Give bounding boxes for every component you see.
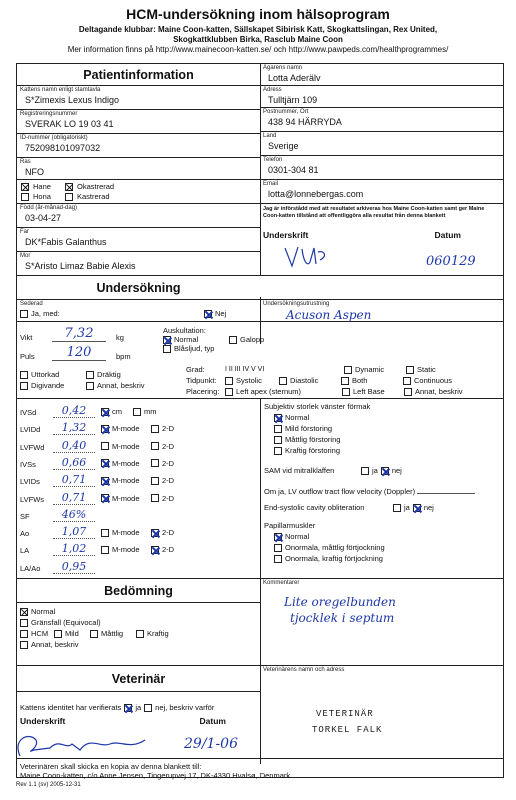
meas-value[interactable]: 0,71 [53, 473, 95, 487]
id-verified-no-label: nej, beskriv varför [155, 703, 215, 712]
owner-phone-field[interactable] [260, 156, 504, 180]
measurements-table [17, 400, 260, 578]
exam-section-header [17, 276, 504, 300]
twod-label: 2-D [162, 528, 175, 538]
sedated-no-checkbox[interactable] [204, 310, 212, 318]
twod-label: 2-D [162, 493, 175, 503]
vet-signature-label: Underskrift [20, 716, 66, 726]
unneutered-label: Okastrerad [77, 182, 115, 191]
pap-normal-label: Normal [285, 532, 310, 541]
sedated-no-label: Nej [215, 309, 227, 318]
esco-row [264, 503, 434, 512]
assess-normal-checkbox[interactable] [20, 608, 28, 616]
meas-mode-options [101, 442, 174, 451]
sedated-label: Sederad [20, 301, 43, 307]
meas-value[interactable]: 1,02 [53, 542, 95, 556]
twod-label: 2-D [162, 441, 175, 451]
twod-checkbox[interactable] [151, 442, 159, 450]
sedated-yes-checkbox[interactable] [20, 310, 28, 318]
owner-country-value: Sverige [268, 141, 299, 151]
clubs-line-2: Skogkattklubben Birka, Rasclub Maine Coon [173, 35, 343, 44]
hcm-checkbox[interactable] [20, 630, 28, 638]
mmode-label: M-mode [112, 493, 140, 503]
vet-stamp-line-1: VETERINÄR [316, 709, 374, 719]
cat-name-field[interactable] [17, 86, 260, 110]
owner-postal-value: 438 94 HÄRRYDA [268, 117, 342, 127]
clubs-line-1: Deltagande klubbar: Maine Coon-katten, Sällskapet Sibirisk Katt, Skogkattslingan, Rex United, [78, 25, 438, 34]
meas-label: Ao [20, 529, 30, 539]
placement-other-label: Annat, beskriv [415, 387, 463, 396]
patient-section-header [17, 64, 260, 86]
sam-no-checkbox[interactable] [381, 467, 389, 475]
vet-name-field [260, 666, 504, 758]
nursing-checkbox[interactable] [20, 382, 28, 390]
sam-row [264, 466, 402, 475]
assess-normal-label: Normal [31, 607, 56, 616]
ausc-normal-label: Normal [174, 335, 199, 344]
left-apex-checkbox[interactable] [225, 388, 233, 396]
continuous-checkbox[interactable] [403, 377, 411, 385]
info-links: Mer information finns på http://www.mainecoon-katten.se/ och http://www.pawpeds.com/healthprogrammes/ [67, 45, 449, 54]
vet-date-value: 29/1-06 [184, 736, 238, 752]
nursing-label: Digivande [31, 381, 65, 390]
id-verified-label: Kattens identitet har verifierats [20, 703, 122, 712]
comment-line-2: tjocklek i septum [290, 611, 395, 625]
assessment-section-header [17, 579, 260, 603]
borderline-checkbox[interactable] [20, 619, 28, 627]
grade-scale: I II III IV V VI [225, 366, 265, 373]
assessment-options [20, 607, 169, 649]
lvot-label: Om ja, LV outflow tract flow velocity (Doppler) [264, 487, 416, 496]
father-value: DK*Fabis Galanthus [25, 237, 107, 247]
meas-value[interactable]: 0,66 [53, 456, 95, 470]
left-base-label: Left Base [353, 387, 385, 396]
breed-field[interactable] [17, 158, 260, 180]
mmode-checkbox[interactable] [101, 494, 109, 502]
footer-line-1: Veterinären skall skicka en kopia av denna blankett till: [20, 762, 202, 771]
mmode-label: M-mode [112, 458, 140, 468]
breed-label: Ras [20, 159, 31, 165]
weight-label: Vikt [20, 333, 33, 342]
id-number-field[interactable] [17, 134, 260, 158]
unneutered-checkbox[interactable] [65, 183, 73, 191]
twod-checkbox[interactable] [151, 459, 159, 467]
hcm-severe-label: Kraftig [147, 629, 169, 638]
pulse-unit: bpm [116, 352, 131, 361]
meas-mode-options [101, 494, 174, 503]
pregnant-label: Dräktig [97, 370, 121, 379]
father-field[interactable] [17, 228, 260, 252]
meas-label: LVIDs [20, 477, 40, 487]
id-verified-yes-checkbox[interactable] [124, 704, 132, 712]
equipment-label: Undersökningsutrustning [263, 301, 330, 307]
comments-field[interactable] [260, 579, 504, 665]
la-moderate-checkbox[interactable] [274, 436, 282, 444]
id-verified-yes-label: ja [135, 703, 142, 712]
owner-address-field[interactable] [260, 86, 504, 108]
meas-label: LA [20, 546, 30, 556]
sedation-field [17, 300, 260, 322]
both-checkbox[interactable] [341, 377, 349, 385]
hcm-moderate-checkbox[interactable] [90, 630, 98, 638]
pregnant-checkbox[interactable] [86, 371, 94, 379]
lvot-input[interactable] [417, 486, 475, 494]
la-severe-checkbox[interactable] [274, 447, 282, 455]
vet-signature[interactable] [10, 728, 160, 762]
hcm-label: HCM [31, 629, 49, 638]
owner-country-field[interactable] [260, 132, 504, 156]
la-severe-label: Kraftig förstoring [285, 446, 341, 455]
murmur-label: Blåsljud, typ [174, 344, 215, 353]
owner-consent-box [260, 204, 504, 276]
pap-severe-checkbox[interactable] [274, 555, 282, 563]
owner-name-label: Ägarens namn [263, 65, 303, 71]
meas-mode-options [101, 528, 174, 537]
owner-signature-label: Underskrift [263, 230, 309, 240]
breed-value: NFO [25, 167, 44, 177]
owner-date-value: 060129 [426, 254, 476, 269]
mmode-label: M-mode [112, 528, 140, 538]
owner-country-label: Land [263, 133, 277, 139]
dynamic-checkbox[interactable] [344, 366, 352, 374]
pap-normal-checkbox[interactable] [274, 533, 282, 541]
equipment-value: Acuson Aspen [286, 308, 372, 322]
continuous-label: Continuous [414, 376, 452, 385]
male-checkbox[interactable] [21, 183, 29, 191]
systolic-checkbox[interactable] [225, 377, 233, 385]
weight-value[interactable]: 7,32 [52, 326, 106, 342]
mmode-checkbox[interactable] [101, 546, 109, 554]
mother-value: S*Aristo Limaz Babie Alexis [25, 261, 136, 271]
assess-other-label: Annat, beskriv [31, 640, 79, 649]
female-label: Hona [33, 192, 51, 201]
vet-stamp-line-2: TORKEL FALK [312, 725, 383, 735]
murmur-details [186, 364, 463, 397]
mother-field[interactable] [17, 252, 260, 276]
pulse-label: Puls [20, 352, 35, 361]
la-size-block [264, 402, 370, 455]
left-apex-label: Left apex (sternum) [236, 387, 302, 396]
meas-mode-options [101, 424, 174, 433]
mmode-label: M-mode [112, 424, 140, 434]
timing-label: Tidpunkt: [186, 376, 217, 385]
condition-other-checkbox[interactable] [86, 382, 94, 390]
owner-name-value: Lotta Aderälv [268, 73, 321, 83]
owner-email-value: lotta@lonnebergas.com [268, 189, 364, 199]
twod-label: 2-D [162, 545, 175, 555]
sam-yes-label: ja [372, 466, 378, 475]
comments-label: Kommentarer [263, 580, 300, 586]
hcm-moderate-label: Måttlig [101, 629, 124, 638]
twod-checkbox[interactable] [151, 477, 159, 485]
meas-label: IVSs [20, 459, 36, 469]
owner-postal-field[interactable] [260, 108, 504, 132]
twod-checkbox[interactable] [151, 546, 159, 554]
vet-section-header [17, 666, 260, 692]
mmode-label: M-mode [112, 476, 140, 486]
esco-no-label: nej [423, 503, 434, 512]
meas-mode-options [101, 545, 174, 554]
female-checkbox[interactable] [21, 193, 29, 201]
meas-value[interactable]: 0,40 [53, 439, 95, 453]
mmode-checkbox[interactable] [101, 529, 109, 537]
vet-name-label: Veterinärens namn och adress [263, 667, 345, 673]
diastolic-label: Diastolic [290, 376, 319, 385]
cat-name-value: S*Zimexis Lexus Indigo [25, 95, 120, 105]
meas-value[interactable]: 0,71 [53, 491, 95, 505]
owner-date-label: Datum [434, 230, 461, 240]
mm-checkbox[interactable] [133, 408, 141, 416]
id-verified-row [20, 703, 214, 712]
pulse-value[interactable]: 120 [52, 345, 106, 361]
mmode-checkbox[interactable] [101, 442, 109, 450]
reg-number-field[interactable] [17, 110, 260, 134]
reg-number-label: Registreringsnummer [20, 111, 78, 117]
father-label: Far [20, 229, 29, 235]
placement-other-checkbox[interactable] [404, 388, 412, 396]
static-label: Static [417, 365, 436, 374]
assess-other-checkbox[interactable] [20, 641, 28, 649]
birth-date-field[interactable] [17, 204, 260, 228]
grade-label: Grad: [186, 365, 205, 374]
borderline-label: Gränsfall (Equivocal) [31, 618, 101, 627]
esco-yes-checkbox[interactable] [393, 504, 401, 512]
la-mild-label: Mild förstoring [285, 424, 333, 433]
meas-value[interactable]: 1,07 [53, 525, 95, 539]
mmode-checkbox[interactable] [101, 425, 109, 433]
mmode-checkbox[interactable] [101, 477, 109, 485]
neutered-label: Kastrerad [77, 192, 110, 201]
murmur-checkbox[interactable] [163, 345, 171, 353]
twod-checkbox[interactable] [151, 494, 159, 502]
cm-label: cm [112, 407, 122, 416]
sam-yes-checkbox[interactable] [361, 467, 369, 475]
hcm-mild-label: Mild [65, 629, 79, 638]
birth-date-value: 03-04-27 [25, 213, 62, 223]
meas-label: LVIDd [20, 425, 41, 435]
mother-label: Mor [20, 253, 31, 259]
id-number-label: ID-nummer (obligatoriskt) [20, 135, 88, 141]
meas-label: IVSd [20, 408, 37, 417]
systolic-label: Systolic [236, 376, 262, 385]
meas-value[interactable]: 0,42 [53, 404, 95, 418]
owner-phone-label: Telefon [263, 157, 283, 163]
lvot-row [264, 486, 504, 496]
cat-name-label: Kattens namn enligt stamtavla [20, 87, 101, 93]
owner-phone-value: 0301-304 81 [268, 165, 319, 175]
la-normal-label: Normal [285, 413, 310, 422]
owner-postal-label: Postnummer, Ort [263, 109, 309, 115]
gallop-checkbox[interactable] [229, 336, 237, 344]
twod-checkbox[interactable] [151, 425, 159, 433]
cm-checkbox[interactable] [101, 408, 109, 416]
meas-value[interactable]: 46% [53, 508, 95, 522]
meas-label: LVFWd [20, 442, 45, 452]
vet-section-title: Veterinär [111, 672, 166, 686]
meas-mode-options [101, 459, 174, 468]
twod-label: 2-D [162, 458, 175, 468]
sam-label: SAM vid mitralklaffen [264, 466, 335, 475]
meas-value[interactable]: 0,95 [53, 560, 95, 574]
reg-number-value: SVERAK LO 19 03 41 [25, 119, 114, 129]
auscultation-label: Auskultation: [163, 326, 206, 335]
owner-email-label: Email [263, 181, 279, 187]
meas-mode-options [101, 407, 157, 416]
mmode-label: M-mode [112, 545, 140, 555]
both-label: Both [352, 376, 368, 385]
owner-email-field[interactable] [260, 180, 504, 204]
meas-value[interactable]: 1,32 [53, 421, 95, 435]
esco-yes-label: ja [404, 503, 410, 512]
meas-label: LA/Ao [20, 563, 41, 573]
meas-mode-options [101, 476, 174, 485]
pap-severe-label: Onormala, kraftig förtjockning [285, 554, 383, 563]
pap-moderate-label: Onormala, måttlig förtjockning [285, 543, 385, 552]
hcm-mild-checkbox[interactable] [54, 630, 62, 638]
mmode-label: M-mode [112, 441, 140, 451]
placement-label: Placering: [186, 387, 220, 396]
weight-unit: kg [116, 333, 124, 342]
pap-moderate-checkbox[interactable] [274, 544, 282, 552]
left-base-checkbox[interactable] [342, 388, 350, 396]
vet-footer [20, 762, 290, 780]
birth-date-label: Född (år-månad-dag) [20, 205, 78, 211]
id-verified-no-checkbox[interactable] [144, 704, 152, 712]
vet-sign-labels [20, 716, 256, 726]
comment-line-1: Lite oregelbunden [284, 595, 396, 609]
vet-date-label: Datum [199, 716, 226, 726]
la-moderate-label: Måttlig förstoring [285, 435, 341, 444]
papillary-block [264, 521, 385, 563]
dehydrated-label: Uttorkad [31, 370, 60, 379]
papillary-title: Papillarmuskler [264, 521, 316, 530]
patient-section-title: Patientinformation [83, 68, 194, 82]
condition-other-label: Annat, beskriv [97, 381, 145, 390]
twod-label: 2-D [162, 424, 175, 434]
consent-text: Jag är införstådd med att resultatet arkiveras hos Maine Coon-katten samt ger Maine Coon-katten tillstånd att offentliggöra alla resultat från denna blankett [263, 206, 485, 219]
owner-name-field[interactable] [260, 64, 504, 86]
footer-line-2: Maine Coon-katten, c/o Anne Jensen, Tingerupvej 17, DK-4330 Hvalsø, Denmark [20, 771, 291, 780]
owner-address-value: Tulltjärn 109 [268, 95, 318, 105]
condition-options [20, 370, 145, 390]
sex-options [17, 180, 260, 204]
esco-label: End-systolic cavity obliteration [264, 503, 365, 512]
ausc-normal-checkbox[interactable] [163, 336, 171, 344]
form-title: HCM-undersökning inom hälsoprogram [126, 6, 390, 22]
sam-no-label: nej [391, 466, 402, 475]
la-size-title: Subjektiv storlek vänster förmak [264, 402, 371, 411]
mm-label: mm [144, 407, 157, 416]
meas-label: SF [20, 511, 30, 521]
assessment-section-title: Bedömning [104, 584, 173, 598]
mmode-checkbox[interactable] [101, 459, 109, 467]
hcm-severe-checkbox[interactable] [136, 630, 144, 638]
owner-address-label: Adress [263, 87, 282, 93]
static-checkbox[interactable] [406, 366, 414, 374]
esco-no-checkbox[interactable] [413, 504, 421, 512]
meas-label: LVFWs [20, 494, 45, 504]
male-label: Hane [33, 182, 51, 191]
dynamic-label: Dynamic [355, 365, 385, 374]
gallop-label: Galopp [240, 335, 265, 344]
la-mild-checkbox[interactable] [274, 425, 282, 433]
auscultation-block [163, 326, 264, 353]
id-number-value: 752098101097032 [25, 143, 101, 153]
diastolic-checkbox[interactable] [279, 377, 287, 385]
dehydrated-checkbox[interactable] [20, 371, 28, 379]
equipment-field[interactable] [260, 300, 504, 322]
form-version: Rev 1.1 (sv) 2005-12-31 [16, 782, 81, 788]
exam-section-title: Undersökning [96, 281, 181, 295]
neutered-checkbox[interactable] [65, 193, 73, 201]
twod-checkbox[interactable] [151, 529, 159, 537]
twod-label: 2-D [162, 476, 175, 486]
sedated-yes-label: Ja, med: [31, 309, 60, 318]
owner-signature[interactable] [280, 244, 340, 270]
la-normal-checkbox[interactable] [274, 414, 282, 422]
